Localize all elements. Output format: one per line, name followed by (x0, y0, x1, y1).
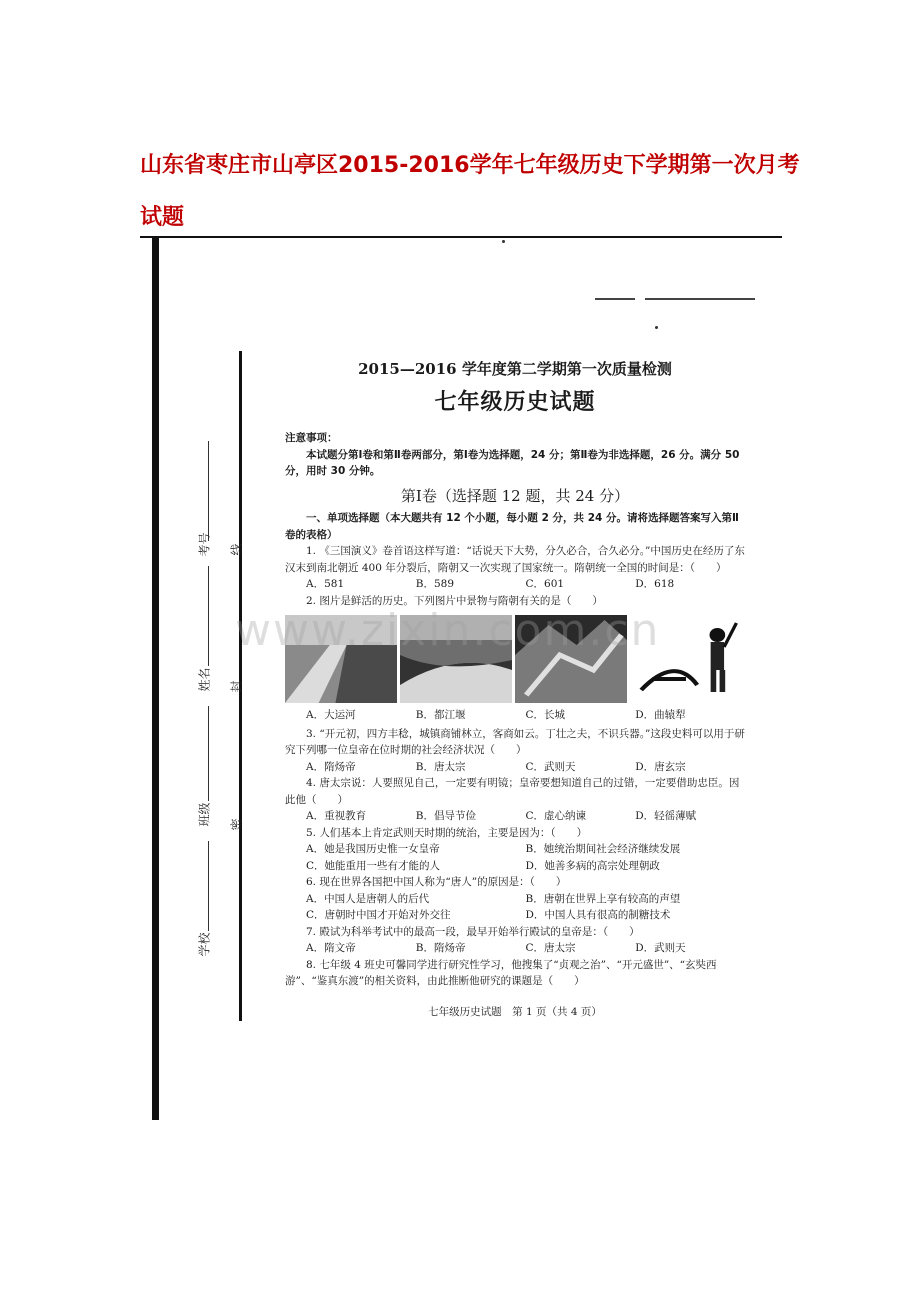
dash-mark (595, 298, 635, 300)
binding-label-xian: 线 (229, 543, 244, 556)
option: D．唐玄宗 (635, 760, 686, 773)
exam-subtitle: 2015—2016 学年度第二学期第一次质量检测 (358, 360, 672, 378)
question-3-options (285, 759, 745, 776)
question-2: 2. 图片是鲜活的历史。下列图片中景物与隋朝有关的是（ ） (306, 594, 603, 607)
blank-line (208, 566, 209, 666)
question-5-options (285, 841, 745, 874)
section-title: 第Ⅰ卷（选择题 12 题，共 24 分） (400, 486, 630, 505)
blank-line (208, 441, 209, 541)
scan-speck (502, 240, 505, 243)
option: A．中国人是唐朝人的后代 (306, 892, 430, 905)
option: A．隋文帝 (306, 942, 356, 954)
question-6: 6. 现在世界各国把中国人称为“唐人”的原因是：（ ） (306, 876, 567, 888)
option: B．都江堰 (415, 709, 466, 721)
option: C．武则天 (525, 760, 576, 773)
page-footer: 七年级历史试题 第 1 页（共 4 页） (428, 1005, 602, 1018)
question-5: 5. 人们基本上肯定武则天时期的统治，主要是因为：（ ） (306, 826, 588, 839)
option: D．曲辕犁 (635, 709, 686, 721)
notice-text: 本试题分第Ⅰ卷和第Ⅱ卷两部分，第Ⅰ卷为选择题，24 分；第Ⅱ卷为非选择题，26 分。满分 50 分，用时 30 分钟。 (285, 448, 740, 477)
option: A．隋炀帝 (306, 760, 356, 773)
dash-mark (645, 298, 755, 300)
left-scan-edge (152, 236, 159, 1120)
option: C．唐太宗 (525, 942, 576, 954)
option: D．武则天 (635, 942, 686, 954)
option: C．601 (525, 578, 565, 590)
option: B．隋炀帝 (415, 942, 466, 954)
option: B．唐太宗 (415, 760, 466, 773)
scanned-exam-page (140, 236, 782, 1120)
question-4: 4. 唐太宗说：人要照见自己，一定要有明镜；皇帝要想知道自己的过错，一定要借助忠臣。因此他（ ） (285, 777, 740, 806)
option: C．唐朝时中国才开始对外交往 (306, 909, 451, 921)
question-3: 3. “开元初，四方丰稔，城镇商铺林立，客商如云。丁壮之夫，不识兵器。”这段史料可以用于研究下列哪一位皇帝在位时期的社会经济状况（ ） (285, 727, 745, 756)
binding-label-banji: 班级 (197, 802, 212, 827)
option: D．中国人具有很高的制糖技术 (525, 909, 671, 921)
option: D．618 (635, 578, 675, 590)
section-instructions: 一、单项选择题（本大题共有 12 个小题，每小题 2 分，共 24 分。请将选择题答案写入第Ⅱ卷的表格） (285, 512, 739, 541)
question-7-options (285, 940, 745, 957)
question-4-options (285, 808, 745, 825)
scan-speck (655, 326, 658, 329)
question-6-options (285, 891, 745, 924)
binding-label-xuexiao: 学校 (197, 932, 212, 957)
binding-label-kaohao: 考号 (197, 532, 212, 557)
question-7: 7. 殿试为科举考试中的最高一段，最早开始举行殿试的皇帝是：（ ） (306, 925, 640, 938)
option: D．她善多病的高宗处理朝政 (525, 859, 660, 872)
question-1: 1. 《三国演义》卷首语这样写道：“话说天下大势，分久必合，合久必分。”中国历史在经历了东汉末到南北朝近 400 年分裂后，隋朝又一次实现了国家统一。隋朝统一全国的时间是：（ ） (285, 545, 745, 574)
option: A．重视教育 (306, 810, 367, 822)
option: B．589 (415, 578, 455, 590)
option: D．轻徭薄赋 (635, 810, 697, 822)
option: B．她统治期间社会经济继续发展 (525, 843, 681, 855)
notice (285, 430, 745, 480)
option: C．长城 (525, 709, 566, 721)
option: A．581 (306, 578, 345, 590)
option: C．虚心纳谏 (525, 810, 587, 822)
watermark: www.zixin.com.cn (235, 605, 661, 656)
option: C．她能重用一些有才能的人 (306, 859, 441, 872)
option: B．唐朝在世界上享有较高的声望 (525, 892, 681, 905)
option: A．大运河 (306, 709, 356, 721)
blank-line (208, 706, 209, 801)
binding-label-feng: 封 (229, 680, 244, 693)
option: B．倡导节俭 (415, 810, 476, 822)
binding-label-xingming: 姓名 (197, 667, 212, 692)
question-8: 8. 七年级 4 班史可馨同学进行研究性学习，他搜集了“贞观之治”、“开元盛世”、“玄奘西游”、“鉴真东渡”的相关资料，由此推断他研究的课题是（ ） (285, 958, 717, 987)
notice-label: 注意事项： (285, 432, 338, 444)
binding-label-mi: 密 (229, 818, 244, 831)
question-2-options (285, 707, 745, 724)
question-1-options (285, 576, 745, 593)
option: A．她是我国历史惟一女皇帝 (306, 843, 440, 855)
exam-content (285, 361, 745, 1020)
top-border-line (140, 236, 782, 238)
document-title: 山东省枣庄市山亭区2015-2016学年七年级历史下学期第一次月考试题 (140, 153, 800, 230)
blank-line (208, 841, 209, 931)
exam-title: 七年级历史试题 (434, 388, 596, 415)
